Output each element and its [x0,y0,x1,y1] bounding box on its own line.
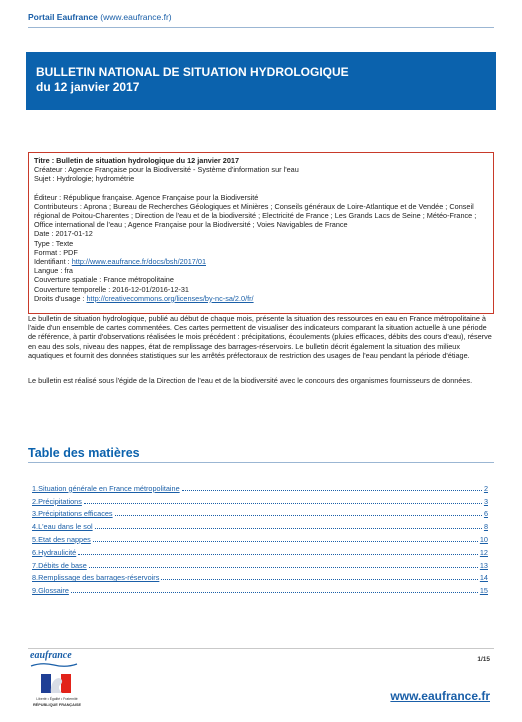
toc-entry[interactable] [32,557,488,570]
meta-date: Date : 2017-01-12 [34,229,93,239]
toc-entry[interactable] [32,480,488,493]
logo-wave-icon [30,662,78,668]
meta-rights [34,294,488,303]
marianne-logo-icon [32,673,82,709]
toc-entry-label: 3.Précipitations efficaces [32,509,113,519]
meta-identifier-link[interactable]: http://www.eaufrance.fr/docs/bsh/2017/01 [71,257,206,267]
meta-type: Type : Texte [34,238,74,248]
meta-identifier [34,257,488,266]
meta-identifier-label: Identifiant : [34,257,72,267]
toc-leader [182,490,482,491]
toc-entry[interactable] [32,506,488,519]
toc-leader [161,579,478,580]
banner-title: BULLETIN NATIONAL DE SITUATION HYDROLOGIQUE [36,65,349,79]
eaufrance-logo: eaufrance [30,650,72,661]
toc-entry-page: 3 [483,496,488,506]
toc-divider [28,462,494,463]
intro-paragraph-1: Le bulletin de situation hydrologique, publié au début de chaque mois, présente la situation des ressources en eau en France métropolitaine à l'aide d'un ensemble de cartes commentées. Ces cartes permettent de visualiser des indicateurs comparant la situation actuelle à une période de référence, à partir d'observations réalisées le mois précédent : précipitations, écoulements (pluies efficaces, débits des cours d'eau), réserve en eau des sols, niveau des nappes, état de remplissage des barrages-réservoirs. Le bulletin décrit également la situation des milieux aquatiques et fournit des données statistiques sur les arrêtés préfectoraux de restriction des usages de l'eau pendant la période d'étiage. [28,314,492,360]
page-number: 1/15 [477,656,490,663]
meta-title: Titre : Bulletin de situation hydrologique du 12 janvier 2017 [34,156,240,165]
meta-spatial: Couverture spatiale : France métropolitaine [34,275,174,285]
intro-paragraph-2: Le bulletin est réalisé sous l'égide de la Direction de l'eau et de la biodiversité avec le concours des organismes fournisseurs de données. [28,376,473,385]
toc-entry-page: 12 [479,547,488,557]
republic-motto: Liberté • Égalité • Fraternité [36,697,78,701]
meta-contributors: Contributeurs : Aprona ; Bureau de Recherches Géologiques et Minières ; Conseils généraux de Loire-Atlantique et de Vendée ; Conseil régional de Poitou-Charentes ; Direction de l'eau et de la biodiversité ; Electricité de France ; Les Grands Lacs de Seine ; Météo-France ; Office international de l'eau ; Agence Française pour la Biodiversité ; Voies Navigables de France [34,201,477,230]
toc-leader [115,515,482,516]
toc-entry[interactable] [32,570,488,583]
toc-entry-page: 6 [483,509,488,519]
meta-rights-link[interactable]: http://creativecommons.org/licenses/by-nc-sa/2.0/fr/ [86,293,254,303]
republic-name: RÉPUBLIQUE FRANÇAISE [32,703,82,707]
toc-entry-label: 4.L'eau dans le sol [32,522,93,532]
meta-creator: Créateur : Agence Française pour la Biodiversité - Système d'information sur l'eau [34,165,299,175]
portal-url[interactable]: (www.eaufrance.fr) [100,12,172,22]
meta-subject: Sujet : Hydrologie; hydrométrie [34,174,135,184]
toc-entry-label: 9.Glossaire [32,586,69,596]
meta-format: Format : PDF [34,247,78,257]
toc-entry-label: 2.Précipitations [32,496,82,506]
toc-entry-page: 15 [479,586,488,596]
portal-header [28,12,172,22]
toc-entry[interactable] [32,582,488,595]
toc-leader [71,592,478,593]
table-of-contents [32,480,488,595]
metadata-box [28,152,494,314]
toc-entry-label: 7.Débits de base [32,560,87,570]
toc-entry[interactable] [32,544,488,557]
title-banner [26,52,496,110]
portal-label: Portail Eaufrance [28,12,98,22]
footer-divider [28,648,494,649]
toc-entry-page: 14 [479,573,488,583]
banner-date: du 12 janvier 2017 [36,80,140,94]
footer-site-link[interactable]: www.eaufrance.fr [390,689,490,703]
toc-leader [95,528,482,529]
meta-rights-label: Droits d'usage : [34,293,87,303]
toc-entry-page: 8 [483,522,488,532]
toc-entry-page: 10 [479,534,488,544]
toc-leader [89,567,478,568]
header-divider [28,27,494,28]
meta-publisher: Éditeur : République française. Agence Française pour la Biodiversité [34,192,259,202]
toc-entry-label: 5.Etat des nappes [32,534,91,544]
toc-entry[interactable] [32,518,488,531]
toc-leader [93,541,478,542]
meta-temporal: Couverture temporelle : 2016-12-01/2016-12-31 [34,284,189,294]
toc-entry-page: 13 [479,560,488,570]
toc-leader [78,554,478,555]
toc-entry[interactable] [32,531,488,544]
toc-entry-label: 1.Situation générale en France métropolitaine [32,483,180,493]
toc-entry-label: 8.Remplissage des barrages-réservoirs [32,573,160,583]
meta-language: Langue : fra [34,266,73,276]
toc-entry[interactable] [32,493,488,506]
toc-entry-page: 2 [483,483,488,493]
toc-heading: Table des matières [28,446,140,460]
toc-entry-label: 6.Hydraulicité [32,547,77,557]
toc-leader [84,503,482,504]
